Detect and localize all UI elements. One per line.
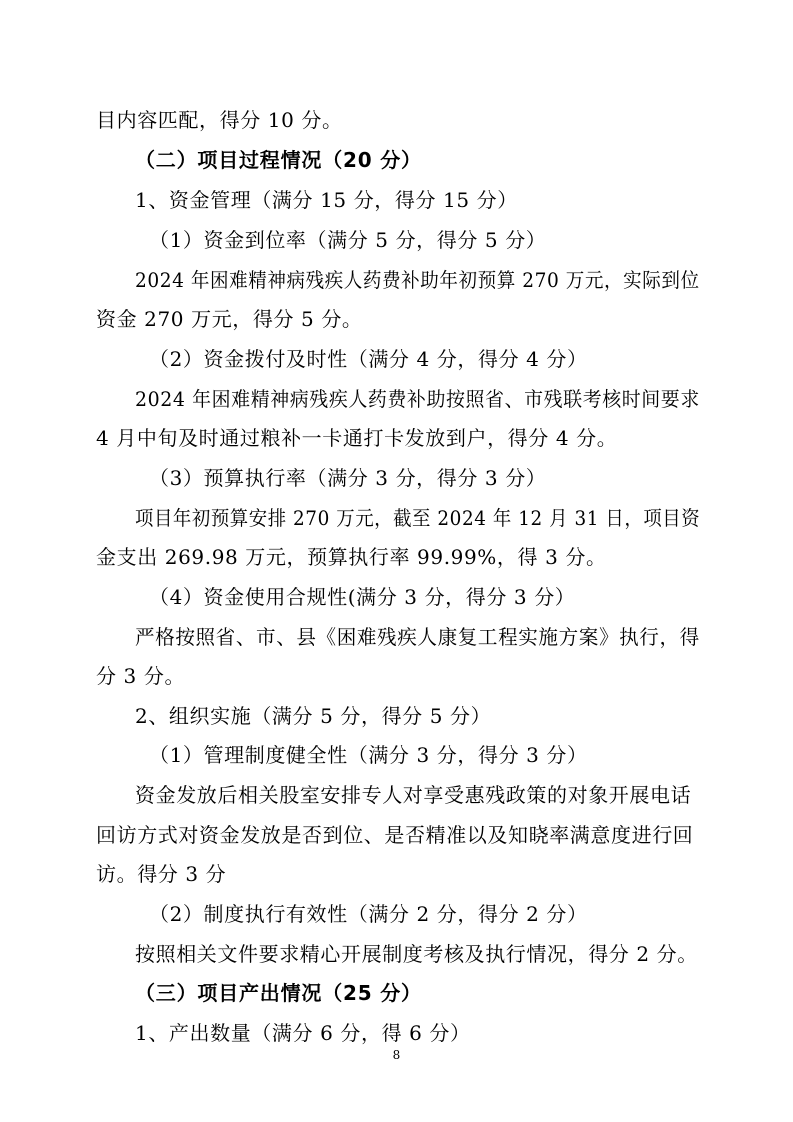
- paragraph-line: 资金发放后相关股室安排专人对享受惠残政策的对象开展电话: [135, 783, 692, 807]
- item-heading: （2）资金拨付及时性（满分 4 分，得分 4 分）: [149, 347, 588, 371]
- paragraph-line: 金支出 269.98 万元，预算执行率 99.99%，得 3 分。: [96, 545, 607, 569]
- paragraph-line: 回访方式对资金发放是否到位、是否精准以及知晓率满意度进行回: [96, 823, 694, 847]
- section-heading: （三）项目产出情况（25 分）: [135, 981, 422, 1005]
- paragraph-line: 项目年初预算安排 270 万元，截至 2024 年 12 月 31 日，项目资: [135, 506, 701, 530]
- paragraph-line: 分 3 分。: [96, 664, 186, 688]
- paragraph-line: 访。得分 3 分: [96, 862, 227, 886]
- item-heading: （1）资金到位率（满分 5 分，得分 5 分）: [149, 228, 547, 252]
- paragraph-line: 目内容匹配，得分 10 分。: [96, 108, 343, 132]
- paragraph-line: 4 月中旬及时通过粮补一卡通打卡发放到户，得分 4 分。: [96, 426, 618, 450]
- section-heading: （二）项目过程情况（20 分）: [135, 148, 422, 172]
- subsection-heading: 2、组织实施（满分 5 分，得分 5 分）: [135, 704, 492, 728]
- paragraph-line: 2024 年困难精神病残疾人药费补助按照省、市残联考核时间要求: [135, 387, 700, 411]
- item-heading: （1）管理制度健全性（满分 3 分，得分 3 分）: [149, 743, 588, 767]
- paragraph-line: 资金 270 万元，得分 5 分。: [96, 307, 363, 331]
- page-number: 8: [392, 1048, 401, 1062]
- paragraph-line: 按照相关文件要求精心开展制度考核及执行情况，得分 2 分。: [135, 942, 698, 966]
- item-heading: （3）预算执行率（满分 3 分，得分 3 分）: [149, 466, 547, 490]
- item-heading: （2）制度执行有效性（满分 2 分，得分 2 分）: [149, 902, 588, 926]
- paragraph-line: 严格按照省、市、县《困难残疾人康复工程实施方案》执行，得: [135, 625, 700, 649]
- item-heading: （4）资金使用合规性(满分 3 分，得分 3 分）: [149, 585, 576, 609]
- paragraph-line: 2024 年困难精神病残疾人药费补助年初预算 270 万元，实际到位: [135, 268, 700, 292]
- subsection-heading: 1、资金管理（满分 15 分，得分 15 分）: [135, 188, 518, 212]
- subsection-heading: 1、产出数量（满分 6 分，得 6 分）: [135, 1021, 471, 1045]
